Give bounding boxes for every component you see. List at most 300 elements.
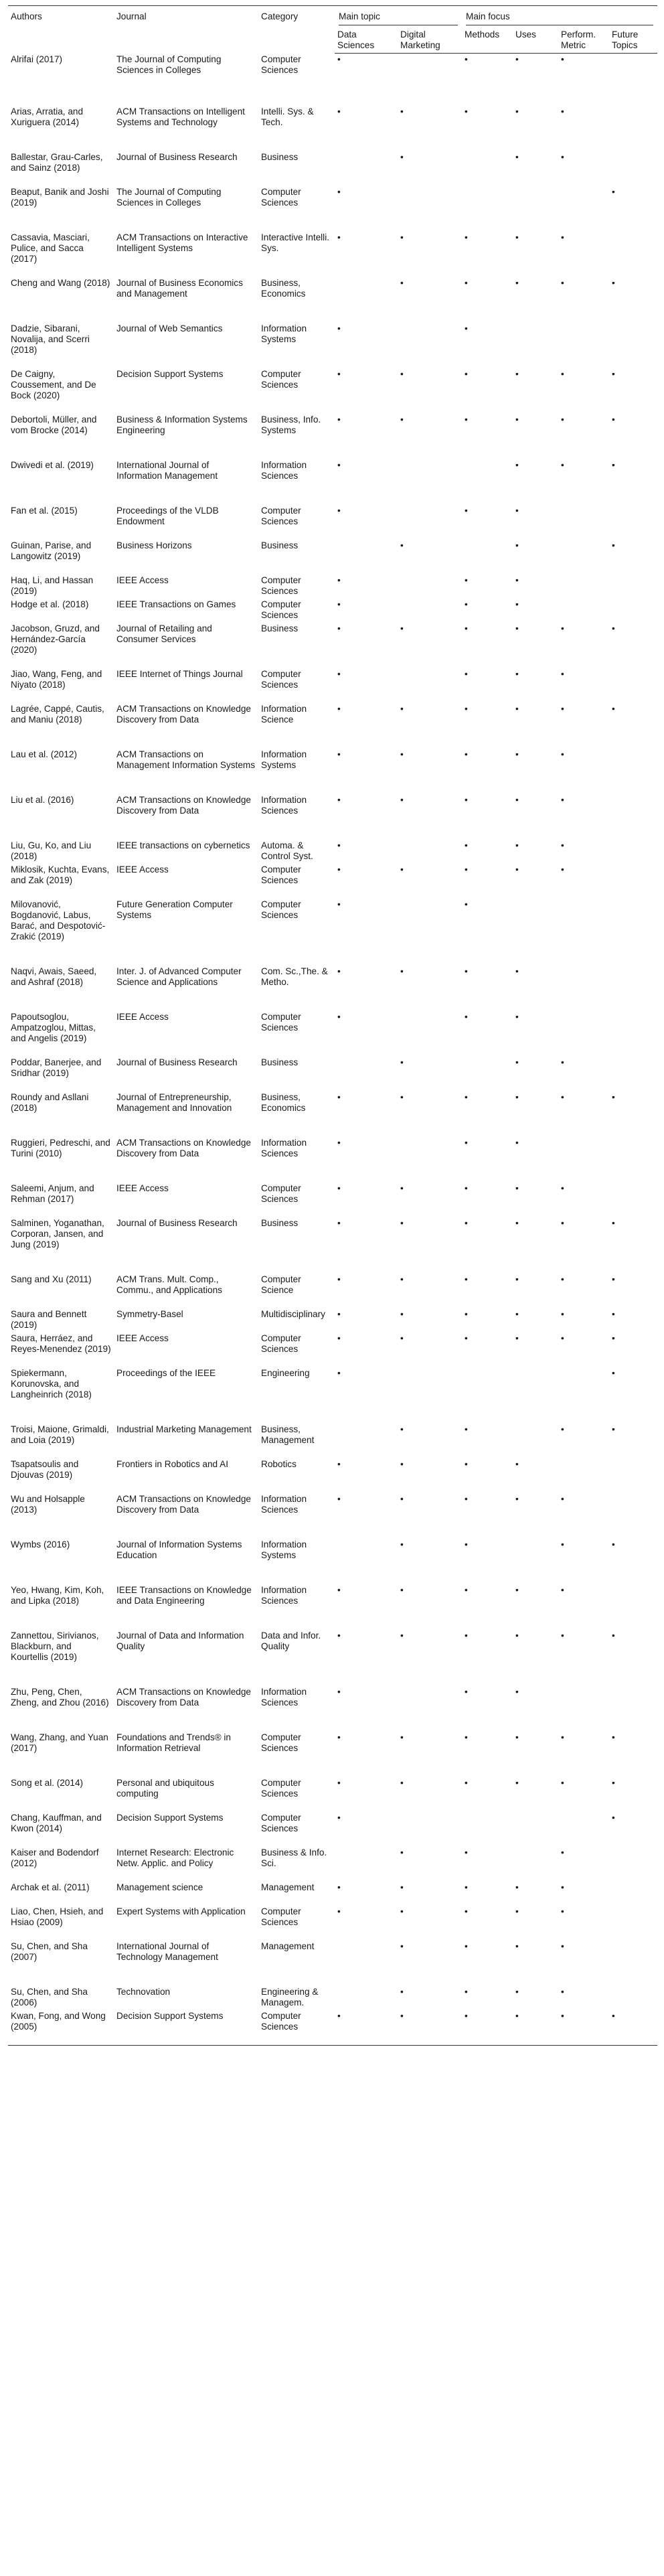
digital-marketing-cell <box>398 1686 462 1732</box>
category-cell: Business <box>261 1057 299 1067</box>
table-row <box>8 1333 657 1367</box>
future-topics-cell <box>609 323 657 368</box>
table-row <box>8 459 657 505</box>
future-topics-cell <box>609 54 657 106</box>
data-sciences-cell: • <box>337 460 341 470</box>
future-topics-cell <box>609 232 657 277</box>
uses-cell: • <box>515 1333 519 1343</box>
uses-cell: • <box>515 1585 519 1595</box>
data-sciences-cell: • <box>337 1012 341 1022</box>
methods-cell: • <box>465 1732 468 1742</box>
table-row <box>8 1584 657 1630</box>
table-row <box>8 1367 657 1424</box>
data-sciences-cell: • <box>337 1882 341 1892</box>
methods-cell: • <box>465 966 468 976</box>
perform-metric-cell <box>558 323 609 368</box>
table-row <box>8 575 657 599</box>
uses-cell: • <box>515 1987 519 1997</box>
category-cell: Computer Sciences <box>261 1183 301 1204</box>
table-row <box>8 1424 657 1458</box>
table-row <box>8 505 657 540</box>
journal-cell: IEEE Access <box>116 1012 169 1022</box>
category-cell: Computer Sciences <box>261 1732 301 1753</box>
journal-cell: Journal of Business Research <box>116 1218 238 1228</box>
data-sciences-cell: • <box>337 966 341 976</box>
header-journal: Journal <box>114 6 258 54</box>
future-topics-cell: • <box>612 460 615 470</box>
table-row <box>8 151 657 186</box>
author-cell: Su, Chen, and Sha (2006) <box>11 1987 88 2007</box>
perform-metric-cell: • <box>561 1494 564 1504</box>
journal-cell: IEEE Access <box>116 1333 169 1343</box>
perform-metric-cell: • <box>561 1092 564 1102</box>
table-row <box>8 794 657 840</box>
methods-cell: • <box>465 840 468 850</box>
uses-cell: • <box>515 1057 519 1067</box>
author-cell: Salminen, Yoganathan, Corporan, Jansen, and Jung (2019) <box>11 1218 104 1249</box>
perform-metric-cell: • <box>561 460 564 470</box>
digital-marketing-cell <box>398 1011 462 1057</box>
perform-metric-cell: • <box>561 669 564 679</box>
data-sciences-cell: • <box>337 369 341 379</box>
methods-cell: • <box>465 106 468 117</box>
digital-marketing-cell: • <box>400 1309 404 1319</box>
journal-cell: Frontiers in Robotics and AI <box>116 1459 228 1469</box>
methods-cell: • <box>465 1012 468 1022</box>
journal-cell: ACM Transactions on Interactive Intelligent Systems <box>116 232 248 253</box>
methods-cell <box>462 459 513 505</box>
table-row <box>8 1986 657 2010</box>
uses-cell: • <box>515 575 519 585</box>
journal-cell: Proceedings of the IEEE <box>116 1368 216 1378</box>
digital-marketing-cell: • <box>400 1585 404 1595</box>
uses-cell: • <box>515 864 519 875</box>
uses-cell: • <box>513 2010 558 2046</box>
methods-cell: • <box>462 2010 513 2046</box>
journal-cell: IEEE Access <box>116 864 169 875</box>
table-row <box>8 1882 657 1906</box>
author-cell: Naqvi, Awais, Saeed, and Ashraf (2018) <box>11 966 97 987</box>
header-digital-marketing: Digital Marketing <box>398 27 462 54</box>
table-row <box>8 1777 657 1812</box>
methods-cell: • <box>465 1987 468 1997</box>
category-cell: Information Sciences <box>261 1585 307 1606</box>
perform-metric-cell: • <box>561 749 564 759</box>
journal-cell: Management science <box>116 1882 203 1892</box>
uses-cell <box>513 323 558 368</box>
methods-cell <box>462 540 513 575</box>
journal-cell: Industrial Marketing Management <box>116 1424 252 1434</box>
data-sciences-cell: • <box>337 1585 341 1595</box>
perform-metric-cell: • <box>561 864 564 875</box>
future-topics-cell <box>609 749 657 794</box>
future-topics-cell: • <box>612 414 615 425</box>
digital-marketing-cell <box>398 668 462 703</box>
journal-cell: IEEE Access <box>116 1183 169 1193</box>
future-topics-cell <box>609 1458 657 1493</box>
future-topics-cell <box>609 864 657 899</box>
journal-cell: ACM Transactions on Knowledge Discovery from Data <box>116 1138 251 1158</box>
data-sciences-cell: • <box>337 899 341 909</box>
table-row <box>8 864 657 899</box>
uses-cell: • <box>515 1138 519 1148</box>
future-topics-cell <box>609 505 657 540</box>
future-topics-cell <box>609 1882 657 1906</box>
future-topics-cell: • <box>612 623 615 633</box>
author-cell: Su, Chen, and Sha (2007) <box>11 1941 88 1962</box>
methods-cell: • <box>465 1183 468 1193</box>
digital-marketing-cell: • <box>400 1494 404 1504</box>
table-row <box>8 1011 657 1057</box>
data-sciences-cell <box>335 151 398 186</box>
future-topics-cell <box>609 1057 657 1091</box>
uses-cell <box>513 186 558 232</box>
uses-cell: • <box>515 1092 519 1102</box>
category-cell: Business, Economics <box>261 278 306 299</box>
journal-cell: Inter. J. of Advanced Computer Science and Applications <box>116 966 242 987</box>
category-cell: Information Science <box>261 704 307 725</box>
author-cell: Liu et al. (2016) <box>11 795 74 805</box>
digital-marketing-cell <box>398 323 462 368</box>
uses-cell: • <box>515 369 519 379</box>
author-cell: Debortoli, Müller, and vom Brocke (2014) <box>11 414 97 435</box>
data-sciences-cell: • <box>337 840 341 850</box>
category-cell: Business, Economics <box>261 1092 306 1113</box>
uses-cell: • <box>515 1012 519 1022</box>
data-sciences-cell: • <box>337 54 341 64</box>
journal-cell: Personal and ubiquitous computing <box>116 1778 214 1799</box>
digital-marketing-cell: • <box>400 1539 404 1549</box>
data-sciences-cell <box>335 1539 398 1584</box>
author-cell: Saura and Bennett (2019) <box>11 1309 87 1330</box>
category-cell: Computer Sciences <box>261 1906 301 1927</box>
category-cell: Computer Sciences <box>261 187 301 208</box>
data-sciences-cell: • <box>337 1732 341 1742</box>
future-topics-cell: • <box>612 1813 615 1823</box>
perform-metric-cell: • <box>561 1847 564 1858</box>
methods-cell: • <box>465 1333 468 1343</box>
methods-cell: • <box>465 1631 468 1641</box>
data-sciences-cell <box>335 1986 398 2010</box>
digital-marketing-cell <box>398 505 462 540</box>
digital-marketing-cell: • <box>400 369 404 379</box>
data-sciences-cell: • <box>337 1631 341 1641</box>
perform-metric-cell: • <box>561 1906 564 1916</box>
author-cell: Tsapatsoulis and Djouvas (2019) <box>11 1459 79 1480</box>
digital-marketing-cell: • <box>400 1333 404 1343</box>
future-topics-cell <box>609 599 657 623</box>
uses-cell: • <box>515 840 519 850</box>
future-topics-cell <box>609 794 657 840</box>
digital-marketing-cell: • <box>400 1882 404 1892</box>
methods-cell: • <box>465 1539 468 1549</box>
author-cell: Fan et al. (2015) <box>11 506 78 516</box>
uses-cell: • <box>515 1732 519 1742</box>
author-cell: Hodge et al. (2018) <box>11 599 89 609</box>
data-sciences-cell: • <box>337 1687 341 1697</box>
author-cell: Guinan, Parise, and Langowitz (2019) <box>11 540 92 561</box>
future-topics-cell: • <box>612 278 615 288</box>
header-data-sciences: Data Sciences <box>335 27 398 54</box>
perform-metric-cell: • <box>561 1882 564 1892</box>
header-authors: Authors <box>8 6 114 54</box>
category-cell: Data and Infor. Quality <box>261 1631 321 1651</box>
future-topics-cell <box>609 668 657 703</box>
data-sciences-cell: • <box>337 1778 341 1788</box>
table-row <box>8 186 657 232</box>
category-cell: Computer Sciences <box>261 1813 301 1833</box>
category-cell: Business, Info. Systems <box>261 414 321 435</box>
category-cell: Automa. & Control Syst. <box>261 840 313 861</box>
category-cell: Computer Sciences <box>261 899 301 920</box>
methods-cell <box>462 186 513 232</box>
table-row <box>8 414 657 459</box>
author-cell: Arias, Arratia, and Xuriguera (2014) <box>11 106 84 127</box>
methods-cell: • <box>465 323 468 333</box>
journal-cell: ACM Transactions on Knowledge Discovery from Data <box>116 1494 251 1515</box>
journal-cell: IEEE Transactions on Knowledge and Data Engineering <box>116 1585 252 1606</box>
data-sciences-cell: • <box>337 1274 341 1284</box>
digital-marketing-cell: • <box>400 1987 404 1997</box>
data-sciences-cell: • <box>337 864 341 875</box>
uses-cell: • <box>515 669 519 679</box>
data-sciences-cell: • <box>337 1813 341 1823</box>
methods-cell: • <box>465 54 468 64</box>
author-cell: Haq, Li, and Hassan (2019) <box>11 575 94 596</box>
data-sciences-cell: • <box>337 106 341 117</box>
future-topics-cell <box>609 106 657 151</box>
methods-cell: • <box>465 795 468 805</box>
digital-marketing-cell: • <box>400 966 404 976</box>
category-cell: Robotics <box>261 1459 297 1469</box>
digital-marketing-cell <box>398 899 462 966</box>
methods-cell <box>462 151 513 186</box>
future-topics-cell <box>609 1493 657 1539</box>
journal-cell: Journal of Information Systems Education <box>116 1539 242 1560</box>
table-row <box>8 599 657 623</box>
author-cell: Beaput, Banik and Joshi (2019) <box>11 187 109 208</box>
data-sciences-cell: • <box>337 187 341 197</box>
category-cell: Computer Sciences <box>261 864 301 885</box>
author-cell: Ballestar, Grau-Carles, and Sainz (2018) <box>11 152 103 173</box>
methods-cell: • <box>465 1494 468 1504</box>
author-cell: Kwan, Fong, and Wong (2005) <box>8 2010 114 2046</box>
journal-cell: Journal of Business Research <box>116 1057 238 1067</box>
author-cell: Troisi, Maione, Grimaldi, and Loia (2019) <box>11 1424 109 1445</box>
methods-cell: • <box>465 1882 468 1892</box>
uses-cell: • <box>515 106 519 117</box>
data-sciences-cell: • <box>337 1092 341 1102</box>
perform-metric-cell: • <box>561 795 564 805</box>
journal-cell: IEEE transactions on cybernetics <box>116 840 250 850</box>
digital-marketing-cell: • <box>400 795 404 805</box>
perform-metric-cell <box>558 599 609 623</box>
uses-cell <box>513 1367 558 1424</box>
digital-marketing-cell: • <box>398 2010 462 2046</box>
data-sciences-cell: • <box>337 669 341 679</box>
digital-marketing-cell <box>398 459 462 505</box>
uses-cell: • <box>515 1309 519 1319</box>
author-cell: Kaiser and Bodendorf (2012) <box>11 1847 99 1868</box>
data-sciences-cell: • <box>337 1333 341 1343</box>
table-row <box>8 1732 657 1777</box>
journal-cell: Business & Information Systems Engineering <box>116 414 248 435</box>
table-row <box>8 277 657 323</box>
table-row <box>8 1630 657 1686</box>
perform-metric-cell: • <box>561 1585 564 1595</box>
journal-cell: Journal of Business Research <box>116 152 238 162</box>
digital-marketing-cell: • <box>400 1183 404 1193</box>
data-sciences-cell: • <box>337 232 341 242</box>
main-topic-label: Main topic <box>339 11 458 25</box>
methods-cell: • <box>465 623 468 633</box>
methods-cell: • <box>465 1687 468 1697</box>
methods-cell: • <box>465 1459 468 1469</box>
digital-marketing-cell: • <box>400 1424 404 1434</box>
author-cell: Alrifai (2017) <box>11 54 63 64</box>
digital-marketing-cell <box>398 1137 462 1183</box>
future-topics-cell <box>609 1183 657 1217</box>
future-topics-cell <box>609 1686 657 1732</box>
author-cell: Spiekermann, Korunovska, and Langheinrich (2018) <box>11 1368 92 1399</box>
digital-marketing-cell <box>398 1367 462 1424</box>
table-row <box>8 1217 657 1274</box>
perform-metric-cell: • <box>561 1941 564 1951</box>
author-cell: Lau et al. (2012) <box>11 749 77 759</box>
author-cell: Archak et al. (2011) <box>11 1882 90 1892</box>
methods-cell: • <box>465 1309 468 1319</box>
perform-metric-cell <box>558 505 609 540</box>
category-cell: Engineering <box>261 1368 310 1378</box>
table-row <box>8 1458 657 1493</box>
journal-cell: Business Horizons <box>116 540 192 550</box>
table-row <box>8 323 657 368</box>
digital-marketing-cell <box>398 186 462 232</box>
digital-marketing-cell: • <box>400 1459 404 1469</box>
digital-marketing-cell: • <box>400 152 404 162</box>
journal-cell: ACM Transactions on Knowledge Discovery from Data <box>116 795 251 816</box>
future-topics-cell <box>609 575 657 599</box>
category-cell: Computer Sciences <box>261 1012 301 1033</box>
future-topics-cell <box>609 1906 657 1941</box>
author-cell: Liu, Gu, Ko, and Liu (2018) <box>11 840 92 861</box>
methods-cell: • <box>465 1941 468 1951</box>
future-topics-cell: • <box>612 1309 615 1319</box>
perform-metric-cell <box>558 1812 609 1847</box>
author-cell: Song et al. (2014) <box>11 1778 84 1788</box>
perform-metric-cell <box>558 1137 609 1183</box>
perform-metric-cell: • <box>561 1631 564 1641</box>
future-topics-cell <box>609 1011 657 1057</box>
author-cell: Poddar, Banerjee, and Sridhar (2019) <box>11 1057 102 1078</box>
author-cell: Saleemi, Anjum, and Rehman (2017) <box>11 1183 94 1204</box>
header-uses: Uses <box>513 27 558 54</box>
uses-cell: • <box>515 704 519 714</box>
digital-marketing-cell: • <box>400 106 404 117</box>
journal-cell: Technovation <box>116 1987 171 1997</box>
author-cell: Wang, Zhang, and Yuan (2017) <box>11 1732 108 1753</box>
category-cell: Computer Sciences <box>261 1333 301 1354</box>
journal-cell: The Journal of Computing Sciences in Colleges <box>116 54 222 75</box>
table-row <box>8 1137 657 1183</box>
uses-cell: • <box>515 460 519 470</box>
digital-marketing-cell: • <box>400 232 404 242</box>
methods-cell: • <box>465 1778 468 1788</box>
table-row <box>8 703 657 749</box>
future-topics-cell: • <box>612 1092 615 1102</box>
perform-metric-cell: • <box>561 1274 564 1284</box>
digital-marketing-cell <box>398 54 462 106</box>
author-cell: Wymbs (2016) <box>11 1539 70 1549</box>
category-cell: Business <box>261 1218 299 1228</box>
table-row <box>8 966 657 1011</box>
digital-marketing-cell: • <box>400 1778 404 1788</box>
uses-cell: • <box>515 152 519 162</box>
journal-cell: Journal of Retailing and Consumer Services <box>116 623 212 644</box>
author-cell: Lagrée, Cappé, Cautis, and Maniu (2018) <box>11 704 104 725</box>
uses-cell: • <box>515 1494 519 1504</box>
methods-cell <box>462 1057 513 1091</box>
uses-cell: • <box>515 232 519 242</box>
table-row <box>8 1493 657 1539</box>
future-topics-cell: • <box>612 540 615 550</box>
uses-cell: • <box>515 966 519 976</box>
methods-cell: • <box>465 1092 468 1102</box>
category-cell: Information Sciences <box>261 1494 307 1515</box>
category-cell: Business <box>261 623 299 633</box>
journal-cell: Proceedings of the VLDB Endowment <box>116 506 219 526</box>
category-cell: Computer Sciences <box>261 599 301 620</box>
category-cell: Com. Sc.,The. & Metho. <box>261 966 328 987</box>
table-row <box>8 1539 657 1584</box>
category-cell: Computer Sciences <box>258 2010 335 2046</box>
journal-cell: Decision Support Systems <box>114 2010 258 2046</box>
author-cell: Roundy and Asllani (2018) <box>11 1092 89 1113</box>
perform-metric-cell: • <box>561 1778 564 1788</box>
table-row <box>8 1906 657 1941</box>
author-cell: De Caigny, Coussement, and De Bock (2020) <box>11 369 96 400</box>
category-cell: Computer Sciences <box>261 575 301 596</box>
table-row <box>8 1847 657 1882</box>
uses-cell: • <box>515 1459 519 1469</box>
future-topics-cell <box>609 966 657 1011</box>
author-cell: Wu and Holsapple (2013) <box>11 1494 85 1515</box>
digital-marketing-cell: • <box>400 278 404 288</box>
data-sciences-cell <box>335 1847 398 1882</box>
future-topics-cell <box>609 1137 657 1183</box>
category-cell: Information Systems <box>261 1539 307 1560</box>
digital-marketing-cell: • <box>400 1274 404 1284</box>
digital-marketing-cell: • <box>400 864 404 875</box>
data-sciences-cell: • <box>337 795 341 805</box>
data-sciences-cell: • <box>337 323 341 333</box>
perform-metric-cell: • <box>561 278 564 288</box>
header-main-topic <box>335 6 462 27</box>
author-cell: Liao, Chen, Hsieh, and Hsiao (2009) <box>11 1906 104 1927</box>
table-row <box>8 106 657 151</box>
methods-cell: • <box>465 1424 468 1434</box>
journal-cell: Expert Systems with Application <box>116 1906 246 1916</box>
perform-metric-cell: • <box>561 54 564 64</box>
uses-cell: • <box>515 749 519 759</box>
future-topics-cell: • <box>612 1218 615 1228</box>
digital-marketing-cell: • <box>400 1218 404 1228</box>
perform-metric-cell: • <box>561 1987 564 1997</box>
digital-marketing-cell <box>398 1812 462 1847</box>
methods-cell: • <box>465 506 468 516</box>
journal-cell: Journal of Web Semantics <box>116 323 223 333</box>
author-cell: Ruggieri, Pedreschi, and Turini (2010) <box>11 1138 110 1158</box>
